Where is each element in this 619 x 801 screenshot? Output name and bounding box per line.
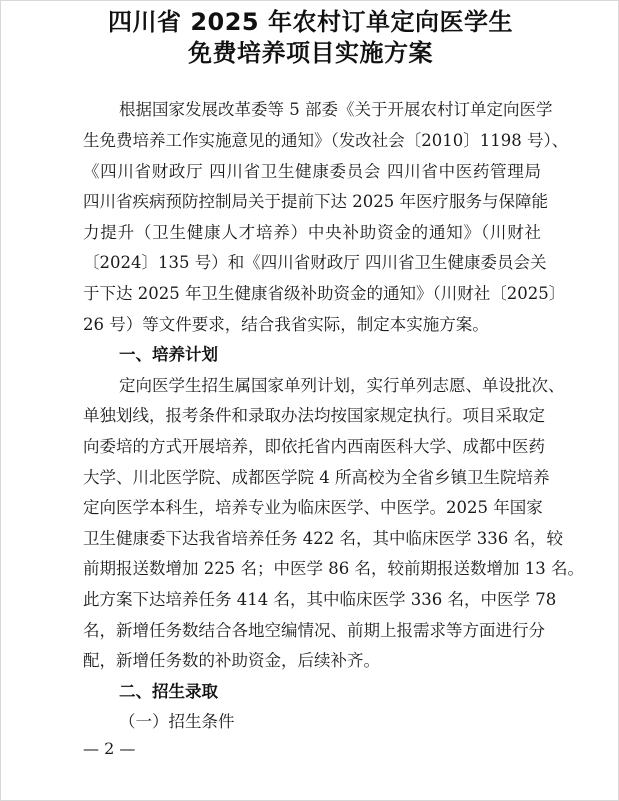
section1-line-2: 单独划线，报考条件和录取办法均按国家规定执行。项目采取定 xyxy=(83,406,545,425)
intro-line-1: 根据国家发展改革委等 5 部委《关于开展农村订单定向医学 xyxy=(119,100,553,119)
section1-line-3: 向委培的方式开展培养，即依托省内西南医科大学、成都中医药 xyxy=(83,437,545,456)
intro-line-2: 生免费培养工作实施意见的通知》（发改社会〔2010〕1198 号）、 xyxy=(83,131,569,150)
intro-line-4: 四川省疾病预防控制局关于提前下达 2025 年医疗服务与保障能 xyxy=(83,192,548,211)
intro-line-3: 《四川省财政厅 四川省卫生健康委员会 四川省中医药管理局 xyxy=(83,162,541,181)
section1-line-7: 前期报送数增加 225 名；中医学 86 名，较前期报送数增加 13 名。 xyxy=(83,559,584,578)
section1-line-10: 配，新增任务数的补助资金，后续补齐。 xyxy=(83,651,380,670)
document-title-line-2: 免费培养项目实施方案 xyxy=(188,39,433,67)
section1-line-8: 此方案下达培养任务 414 名，其中临床医学 336 名，中医学 78 xyxy=(83,590,557,609)
section1-line-5: 定向医学本科生，培养专业为临床医学、中医学。2025 年国家 xyxy=(83,498,543,517)
section1-line-6: 卫生健康委下达我省培养任务 422 名，其中临床医学 336 名，较 xyxy=(83,529,563,548)
section-heading-admission: 二、招生录取 xyxy=(119,682,218,701)
section1-line-9: 名，新增任务数结合各地空编情况、前期上报需求等方面进行分 xyxy=(83,621,545,640)
intro-line-5: 力提升（卫生健康人才培养）中央补助资金的通知》（川财社 xyxy=(83,223,541,242)
section-heading-training-plan: 一、培养计划 xyxy=(119,345,218,364)
page-number: — 2 — xyxy=(83,739,136,758)
subsection-heading-admission-conditions: （一）招生条件 xyxy=(119,712,235,731)
intro-line-8: 26 号）等文件要求，结合我省实际，制定本实施方案。 xyxy=(83,315,489,334)
document-title-line-1: 四川省 2025 年农村订单定向医学生 xyxy=(107,8,513,36)
intro-line-7: 于下达 2025 年卫生健康省级补助资金的通知》（川财社〔2025〕 xyxy=(83,284,566,303)
section1-line-4: 大学、川北医学院、成都医学院 4 所高校为全省乡镇卫生院培养 xyxy=(83,468,550,487)
section1-line-1: 定向医学生招生属国家单列计划，实行单列志愿、单设批次、 xyxy=(119,376,565,395)
intro-line-6: 〔2024〕135 号）和《四川省财政厅 四川省卫生健康委员会关 xyxy=(83,253,547,272)
